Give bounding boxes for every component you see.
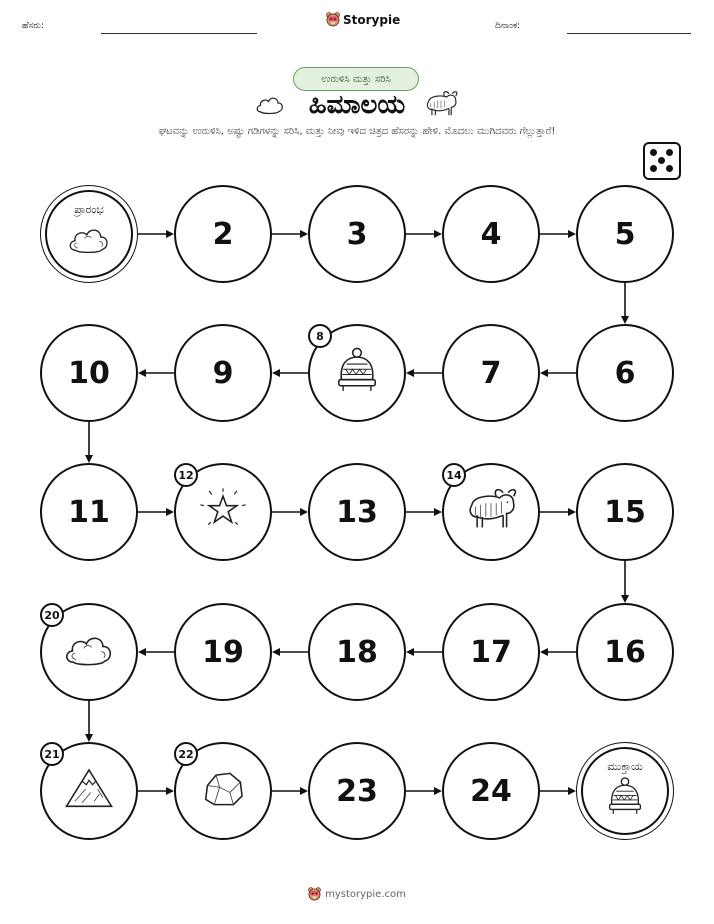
finish-label: ಮುಕ್ತಾಯ — [607, 760, 643, 773]
board-cell — [308, 742, 406, 840]
board-cell — [174, 185, 272, 283]
board-cell — [308, 463, 406, 561]
cell-number-badge: 21 — [40, 742, 64, 766]
board-cell — [308, 185, 406, 283]
date-label: ದಿನಾಂಕ: — [495, 21, 521, 31]
picture-cell — [40, 742, 138, 840]
instructions: ಘಟವನ್ನು ಉರುಳಿಸಿ, ಅಷ್ಟು ಗಡಿಗಳನ್ನು ಸರಿಸಿ, ಮತ್ತು ನೀವು ಇಳಿದ ಚಿತ್ರದ ಹೆಸರನ್ನು ಹೇಳಿ. ಮೊದಲು ಮುಗಿದವರು ಗೆಲ್ಲುತ್ತಾರೆ! — [158, 126, 556, 137]
arrow-head — [300, 508, 308, 516]
arrow-head — [138, 369, 146, 377]
arrow-head — [434, 230, 442, 238]
cell-number-badge: 8 — [308, 324, 332, 348]
board-cell — [576, 463, 674, 561]
arrow-head — [406, 369, 414, 377]
picture-cell — [174, 742, 272, 840]
arrow-head — [621, 595, 629, 603]
cell-number: 24 — [470, 773, 512, 809]
board-cell — [442, 324, 540, 422]
picture-cell — [40, 603, 138, 701]
board-cell — [576, 603, 674, 701]
cell-number: 3 — [346, 216, 368, 252]
arrow-head — [300, 230, 308, 238]
arrow-head — [85, 455, 93, 463]
arrow-head — [568, 230, 576, 238]
cell-number: 15 — [604, 494, 646, 530]
winter-hat-icon — [331, 345, 383, 401]
rock-icon — [197, 763, 249, 819]
cell-number-badge: 20 — [40, 603, 64, 627]
board-cell — [576, 324, 674, 422]
cell-number: 19 — [202, 634, 244, 670]
game-title: ಹಿಮಾಲಯ — [308, 90, 406, 120]
board-cell — [442, 185, 540, 283]
cell-number: 9 — [212, 355, 234, 391]
cell-number-badge: 12 — [174, 463, 198, 487]
arrow-head — [568, 787, 576, 795]
start-label: ಪ್ರಾರಂಭ — [74, 203, 104, 216]
board-cell — [308, 603, 406, 701]
board-cell — [442, 742, 540, 840]
winter-hat-icon — [603, 759, 647, 823]
arrow-head — [272, 369, 280, 377]
cell-number: 10 — [68, 355, 110, 391]
cell-number: 23 — [336, 773, 378, 809]
arrow-head — [166, 787, 174, 795]
cell-number: 18 — [336, 634, 378, 670]
cell-number: 16 — [604, 634, 646, 670]
arrow-head — [568, 508, 576, 516]
cell-number: 5 — [614, 216, 636, 252]
game-tag: ಉರುಳಿಸಿ ಮತ್ತು ಸರಿಸಿ — [293, 67, 419, 91]
cell-number: 13 — [336, 494, 378, 530]
arrow-head — [434, 787, 442, 795]
arrow-head — [434, 508, 442, 516]
board-cell — [442, 603, 540, 701]
board-cell — [40, 463, 138, 561]
footer-site: mystorypie.com — [325, 888, 406, 900]
arrow-head — [540, 648, 548, 656]
cell-number: 4 — [480, 216, 502, 252]
arrow-head — [540, 369, 548, 377]
cell-number-badge: 14 — [442, 463, 466, 487]
cell-number-badge: 22 — [174, 742, 198, 766]
mountain-icon — [63, 763, 115, 819]
cell-number: 17 — [470, 634, 512, 670]
brand-name: Storypie — [343, 12, 401, 27]
yak-icon — [465, 484, 517, 540]
arrow-head — [300, 787, 308, 795]
picture-cell — [442, 463, 540, 561]
cell-number: 11 — [68, 494, 110, 530]
start-cell — [40, 185, 138, 283]
cell-number: 6 — [614, 355, 636, 391]
arrow-head — [166, 508, 174, 516]
arrow-head — [166, 230, 174, 238]
arrow-head — [138, 648, 146, 656]
cloud-icon — [67, 202, 111, 266]
cloud-icon — [63, 624, 115, 680]
arrow-head — [85, 734, 93, 742]
finish-cell — [576, 742, 674, 840]
bear-logo-icon — [308, 887, 321, 901]
board-cell — [174, 603, 272, 701]
board-cell — [576, 185, 674, 283]
board-cell — [40, 324, 138, 422]
cell-number: 7 — [480, 355, 502, 391]
star-icon — [197, 484, 249, 540]
picture-cell — [174, 463, 272, 561]
name-label: ಹೆಸರು: — [22, 21, 45, 31]
arrow-head — [621, 316, 629, 324]
arrow-head — [272, 648, 280, 656]
arrow-head — [406, 648, 414, 656]
board-cell — [174, 324, 272, 422]
cell-number: 2 — [212, 216, 234, 252]
picture-cell — [308, 324, 406, 422]
footer — [0, 887, 714, 901]
